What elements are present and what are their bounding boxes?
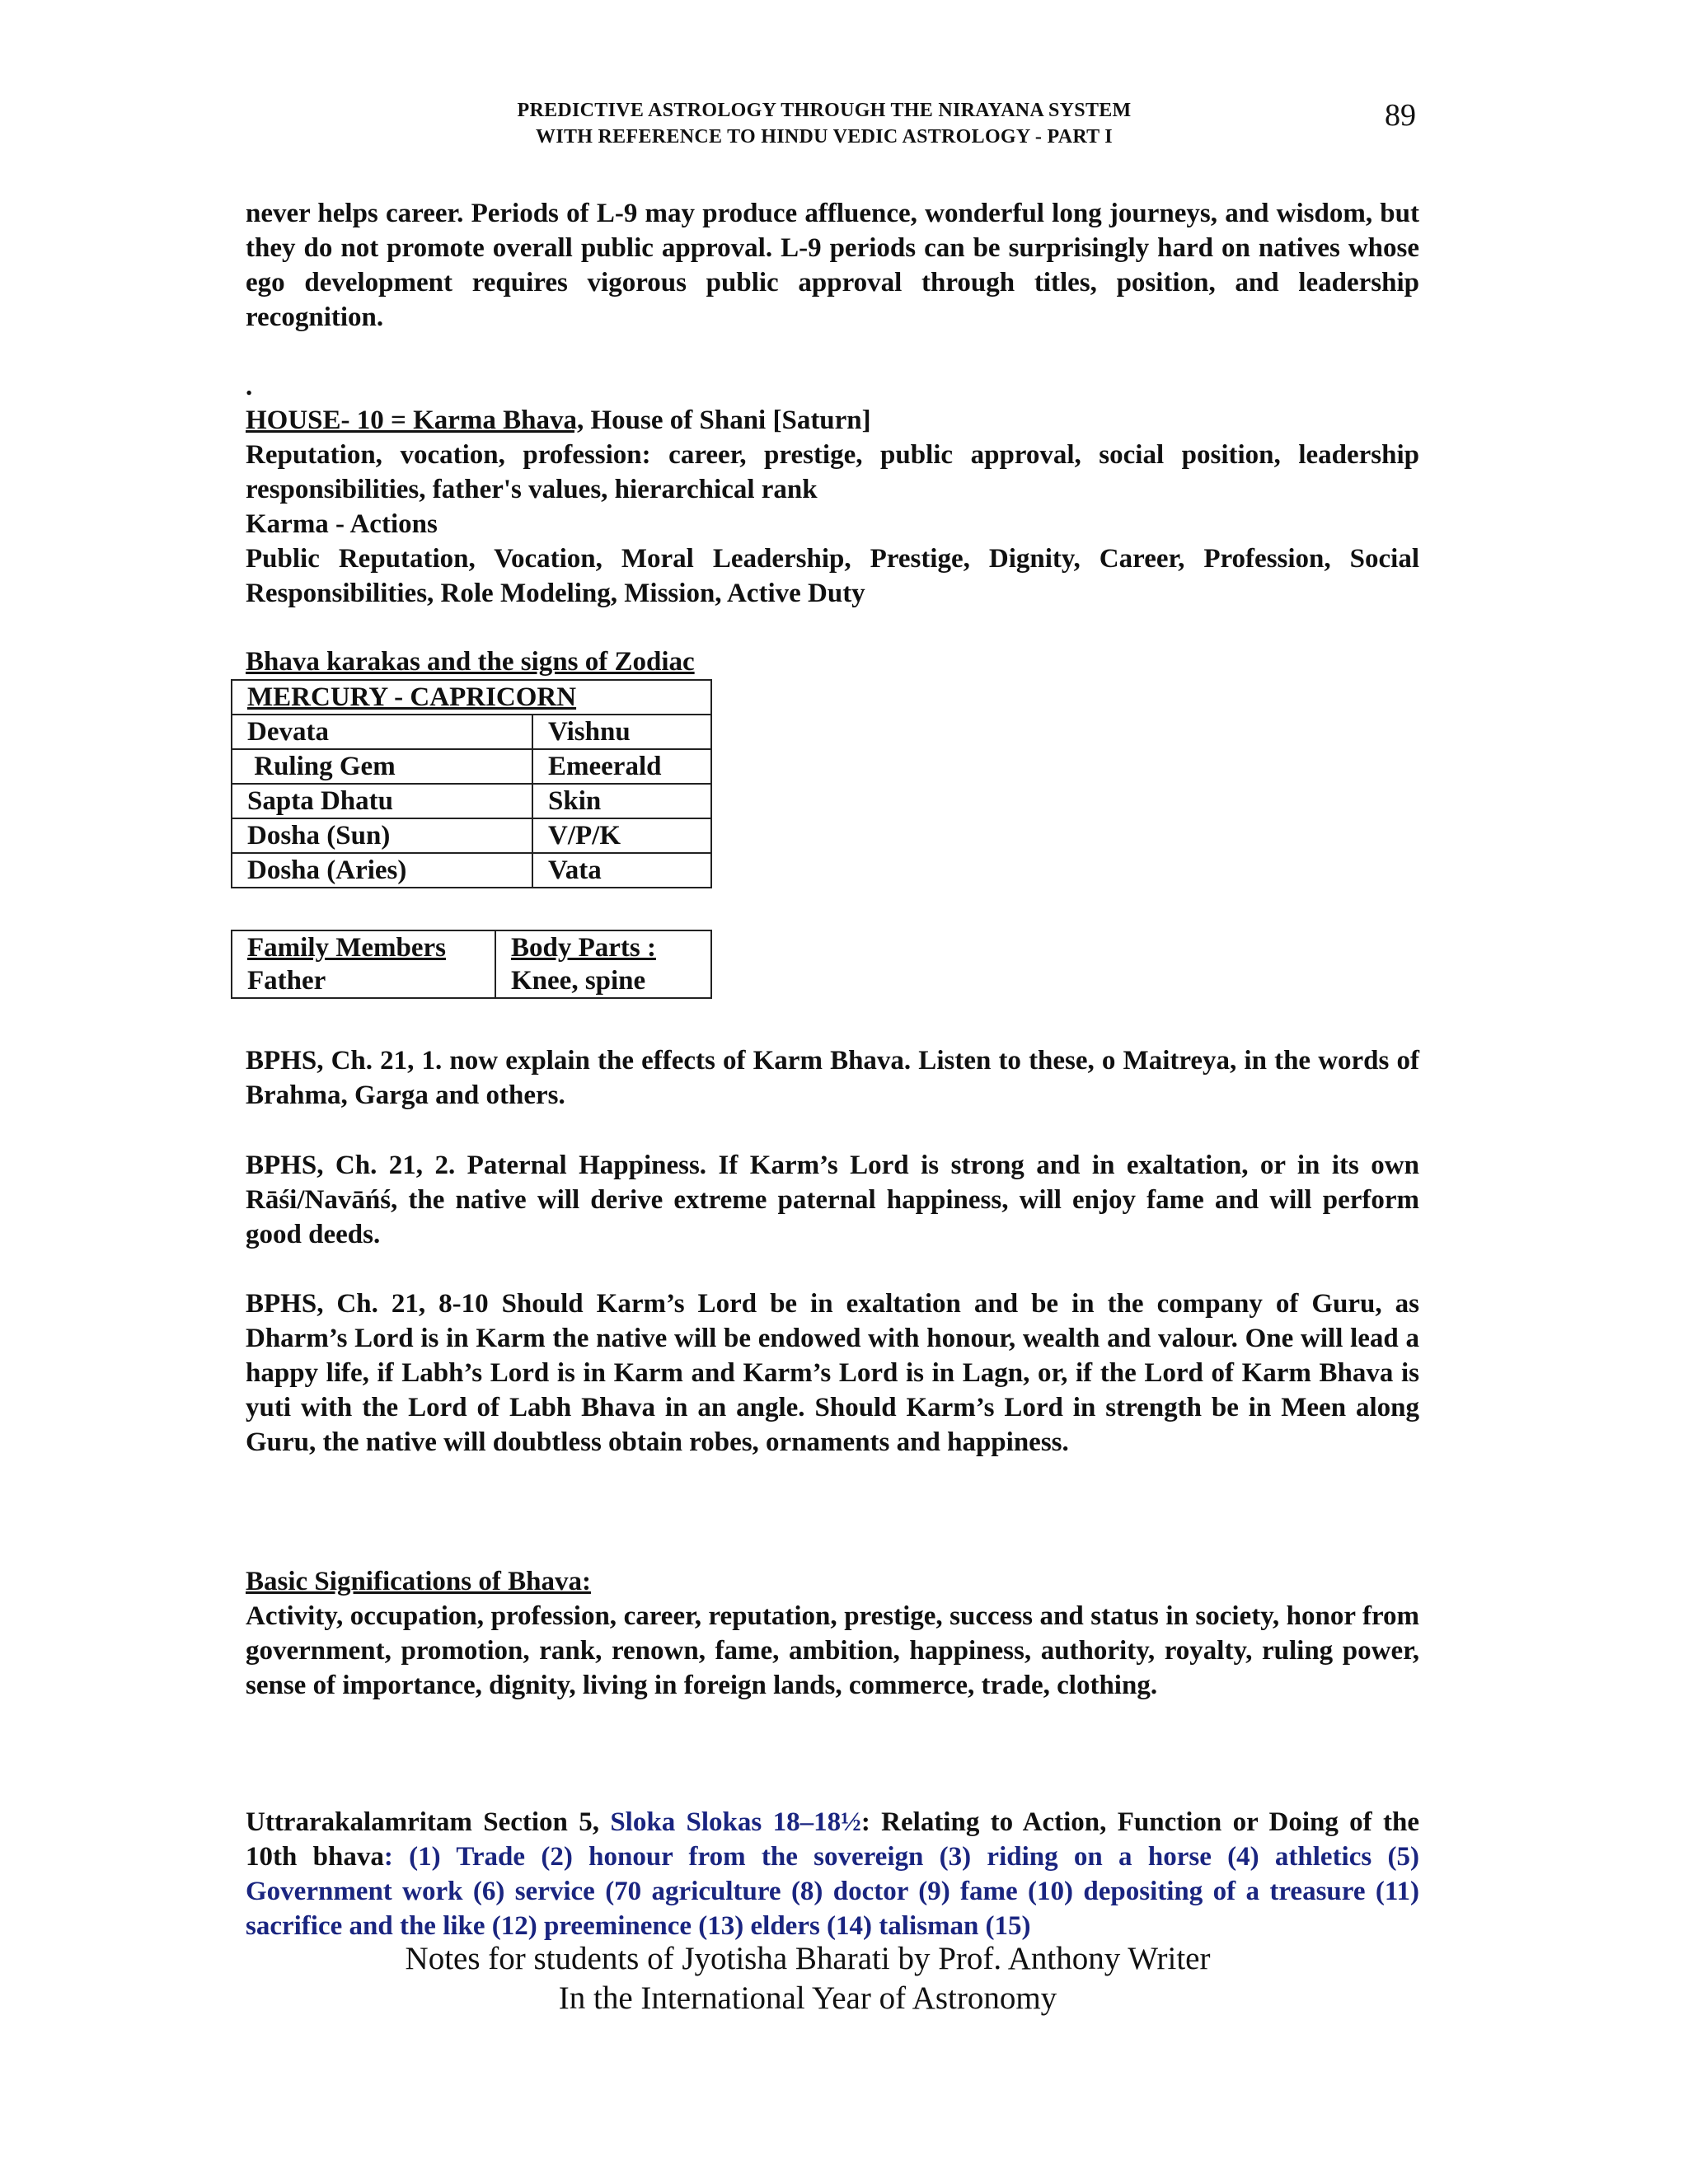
- row-label: Dosha (Sun): [232, 818, 532, 853]
- row-label: Sapta Dhatu: [232, 784, 532, 818]
- house-heading-underlined: HOUSE- 10 = Karma Bhava,: [246, 405, 584, 435]
- public-reputation-paragraph: Public Reputation, Vocation, Moral Leadership, Prestige, Dignity, Career, Profession, Social Responsibilities, Role Modeling, Mission, Active Duty: [246, 544, 1419, 608]
- uttara-colon: :: [383, 1842, 410, 1872]
- house-heading-rest: House of Shani [Saturn]: [584, 405, 871, 435]
- family-members-header: Family Members: [232, 930, 495, 964]
- uttara-mid: : Relating to Action, Function or Doing of the 10th bhava: [246, 1807, 1419, 1872]
- bphs-paragraph-3: BPHS, Ch. 21, 8-10 Should Karm’s Lord be in exaltation and be in the company of Guru, as Dharm’s Lord is in Karm the native will be endowed with honour, wealth and valour. One will lead a happy life, if Labh’s Lord is in Karm and Karm’s Lord is in Lagn, or, if the Lord of Karm Bhava is yuti with the Lord of Labh Bhava in an angle. Should Karm’s Lord in strength be in Meen along Guru, the native will doubtless obtain robes, ornaments and happiness.: [246, 1289, 1419, 1457]
- footer: [247, 1939, 1368, 2018]
- intro-paragraph: never helps career. Periods of L-9 may produce affluence, wonderful long journeys, and wisdom, but they do not promote overall public approval. L-9 periods can be surprisingly hard on natives whose ego development requires vigorous public approval through titles, position, and leadership recognition.: [246, 199, 1419, 332]
- basic-significations-paragraph: Activity, occupation, profession, career, reputation, prestige, success and status in society, honor from government, promotion, rank, renown, fame, ambition, happiness, authority, royalty, ruling power, sense of importance, dignity, living in foreign lands, commerce, trade, clothing.: [246, 1601, 1419, 1700]
- house-heading: [246, 403, 1419, 438]
- reputation-paragraph: Reputation, vocation, profession: career, prestige, public approval, social position, leadership responsibilities, father's values, hierarchical rank: [246, 440, 1419, 504]
- table-title-row: [232, 680, 711, 715]
- header-title-line-1: PREDICTIVE ASTROLOGY THROUGH THE NIRAYANA SYSTEM: [517, 100, 1132, 121]
- row-label: Dosha (Aries): [232, 853, 532, 888]
- sloka-link[interactable]: Sloka Slokas 18–18½: [610, 1807, 861, 1837]
- row-value: Skin: [532, 784, 711, 818]
- table-title: MERCURY - CAPRICORN: [232, 680, 711, 715]
- uttarakalamritam-paragraph: [246, 1805, 1419, 1943]
- table-row: [232, 749, 711, 784]
- table-row: [232, 784, 711, 818]
- row-value: V/P/K: [532, 818, 711, 853]
- bphs-paragraph-1: BPHS, Ch. 21, 1. now explain the effects of Karm Bhava. Listen to these, o Maitreya, in the words of Brahma, Garga and others.: [246, 1046, 1419, 1110]
- table-row: [232, 930, 711, 964]
- bhava-karakas-heading: Bhava karakas and the signs of Zodiac: [246, 647, 695, 677]
- body-parts-header: Body Parts :: [495, 930, 711, 964]
- footer-line-2: In the International Year of Astronomy: [558, 1980, 1057, 2016]
- karma-actions-line: Karma - Actions: [246, 509, 438, 539]
- header-title-line-2: WITH REFERENCE TO HINDU VEDIC ASTROLOGY - PART I: [536, 126, 1113, 148]
- table-row: [232, 818, 711, 853]
- basic-significations-heading: Basic Significations of Bhava:: [246, 1567, 591, 1596]
- table-row: [232, 853, 711, 888]
- footer-line-1: Notes for students of Jyotisha Bharati by Prof. Anthony Writer: [405, 1941, 1211, 1976]
- row-label: Devata: [232, 715, 532, 749]
- bhava-karakas-table: [231, 679, 712, 888]
- uttara-prefix: Uttrarakalamritam Section 5,: [246, 1807, 611, 1837]
- table-row: [232, 964, 711, 998]
- row-label: Ruling Gem: [232, 749, 532, 784]
- family-member-value: Father: [232, 964, 495, 998]
- row-value: Emeerald: [532, 749, 711, 784]
- table-row: [232, 715, 711, 749]
- separator-dot: .: [246, 372, 253, 401]
- page-number: 89: [1385, 98, 1416, 133]
- row-value: Vata: [532, 853, 711, 888]
- row-value: Vishnu: [532, 715, 711, 749]
- uttara-list: (1) Trade (2) honour from the sovereign (3) riding on a horse (4) athletics (5) Government work (6) service (70 agriculture (8) doctor (9) fame (10) depositing of a treasure (11) sacrifice and the like (12) preeminence (13) elders (14) talisman (15): [246, 1842, 1419, 1941]
- body-parts-value: Knee, spine: [495, 964, 711, 998]
- running-header: [412, 97, 1236, 150]
- family-body-parts-table: [231, 930, 712, 999]
- bphs-paragraph-2: BPHS, Ch. 21, 2. Paternal Happiness. If Karm’s Lord is strong and in exaltation, or in its own Rāśi/Navāńś, the native will derive extreme paternal happiness, will enjoy fame and will perform good deeds.: [246, 1151, 1419, 1249]
